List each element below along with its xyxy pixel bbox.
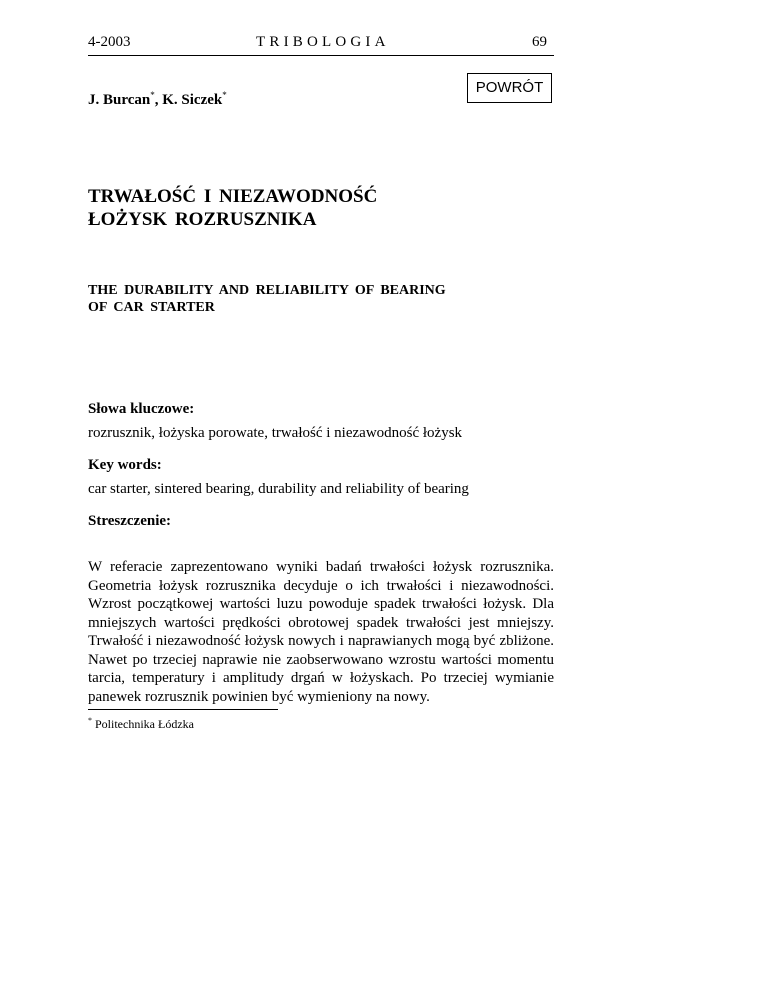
footnote-text: Politechnika Łódzka	[95, 717, 194, 731]
header-page-number: 69	[532, 34, 547, 50]
header-journal: TRIBOLOGIA	[256, 34, 390, 50]
title-polish	[88, 185, 377, 231]
author-affiliation-mark: *	[222, 90, 227, 100]
keywords-en-heading: Key words:	[88, 457, 162, 473]
author-name: J. Burcan	[88, 92, 151, 108]
title-english-line: OF CAR STARTER	[88, 300, 215, 315]
keywords-pl-text: rozrusznik, łożyska porowate, trwałość i niezawodność łożysk	[88, 425, 463, 441]
title-polish-line: TRWAŁOŚĆ I NIEZAWODNOŚĆ	[88, 186, 378, 207]
author-name: K. Siczek	[162, 92, 223, 108]
keywords-pl-heading: Słowa kluczowe:	[88, 401, 195, 417]
abstract-text: W referacie zaprezentowano wyniki badań trwałości łożysk rozrusznika. Geometria łożysk rozrusznika decyduje o ich trwałości i niezawodności. Wzrost początkowej wartości luzu powoduje spadek trwałości łożysk. Dla mniejszych wartości prędkości obrotowej spadek trwałości jest mniejszy. Trwałość i niezawodność łożysk nowych i naprawianych mogą być zbliżone. Nawet po trzeciej naprawie nie zaobserwowano wzrostu wartości momentu tarcia, temperatury i amplitudy drgań w łożyskach. Po trzeciej wymianie panewek rozrusznik powinien być wymieniony na nowy.	[88, 559, 554, 705]
header-issue: 4-2003	[88, 34, 131, 50]
abstract-heading: Streszczenie:	[88, 513, 172, 529]
author-affiliation-mark: *	[150, 90, 155, 100]
footnote	[88, 716, 194, 732]
title-polish-line: ŁOŻYSK ROZRUSZNIKA	[88, 209, 317, 230]
title-english	[88, 282, 446, 316]
title-english-line: THE DURABILITY AND RELIABILITY OF BEARING	[88, 283, 446, 298]
author-separator: ,	[154, 92, 163, 108]
keywords-en-text: car starter, sintered bearing, durability and reliability of bearing	[88, 481, 469, 497]
footnote-mark: *	[88, 716, 92, 725]
footnote-rule	[88, 709, 278, 710]
back-button[interactable]: POWRÓT	[467, 73, 552, 103]
header-rule	[88, 55, 554, 56]
authors	[88, 90, 227, 109]
